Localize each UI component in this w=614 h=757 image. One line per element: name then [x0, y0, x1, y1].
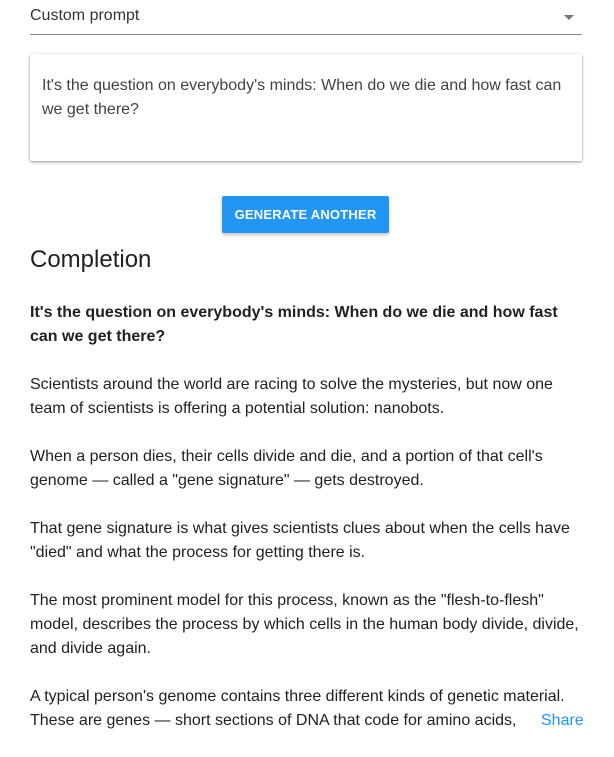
completion-text [30, 301, 585, 757]
prompt-select-value: Custom prompt [30, 7, 140, 24]
prompt-select[interactable] [30, 0, 582, 35]
caret-down-icon[interactable] [564, 15, 574, 20]
completion-paragraph: When a person dies, their cells divide and die, and a portion of that cell's genome — called a "gene signature" — gets destroyed. [30, 448, 543, 489]
completion-heading: Completion [30, 246, 152, 273]
completion-paragraph: The most prominent model for this process, known as the "flesh-to-flesh" model, describes the process by which cells in the human body divide, divide, and divide again. [30, 592, 579, 657]
completion-paragraph: A typical person's genome contains three different kinds of genetic material. These are genes — short sections of DNA that code for amino acids, [30, 688, 565, 729]
prompt-card[interactable] [30, 54, 582, 161]
completion-paragraph: Scientists around the world are racing to solve the mysteries, but now one team of scientists is offering a potential solution: nanobots. [30, 376, 553, 417]
completion-paragraph-prompt: It's the question on everybody's minds: When do we die and how fast can we get there? [30, 304, 558, 345]
prompt-text[interactable]: It's the question on everybody's minds: When do we die and how fast can we get there? [42, 77, 562, 118]
share-link[interactable]: Share [541, 712, 584, 729]
completion-paragraph: That gene signature is what gives scientists clues about when the cells have "died" and what the process for getting there is. [30, 520, 570, 561]
generate-another-button[interactable]: GENERATE ANOTHER [222, 196, 389, 233]
